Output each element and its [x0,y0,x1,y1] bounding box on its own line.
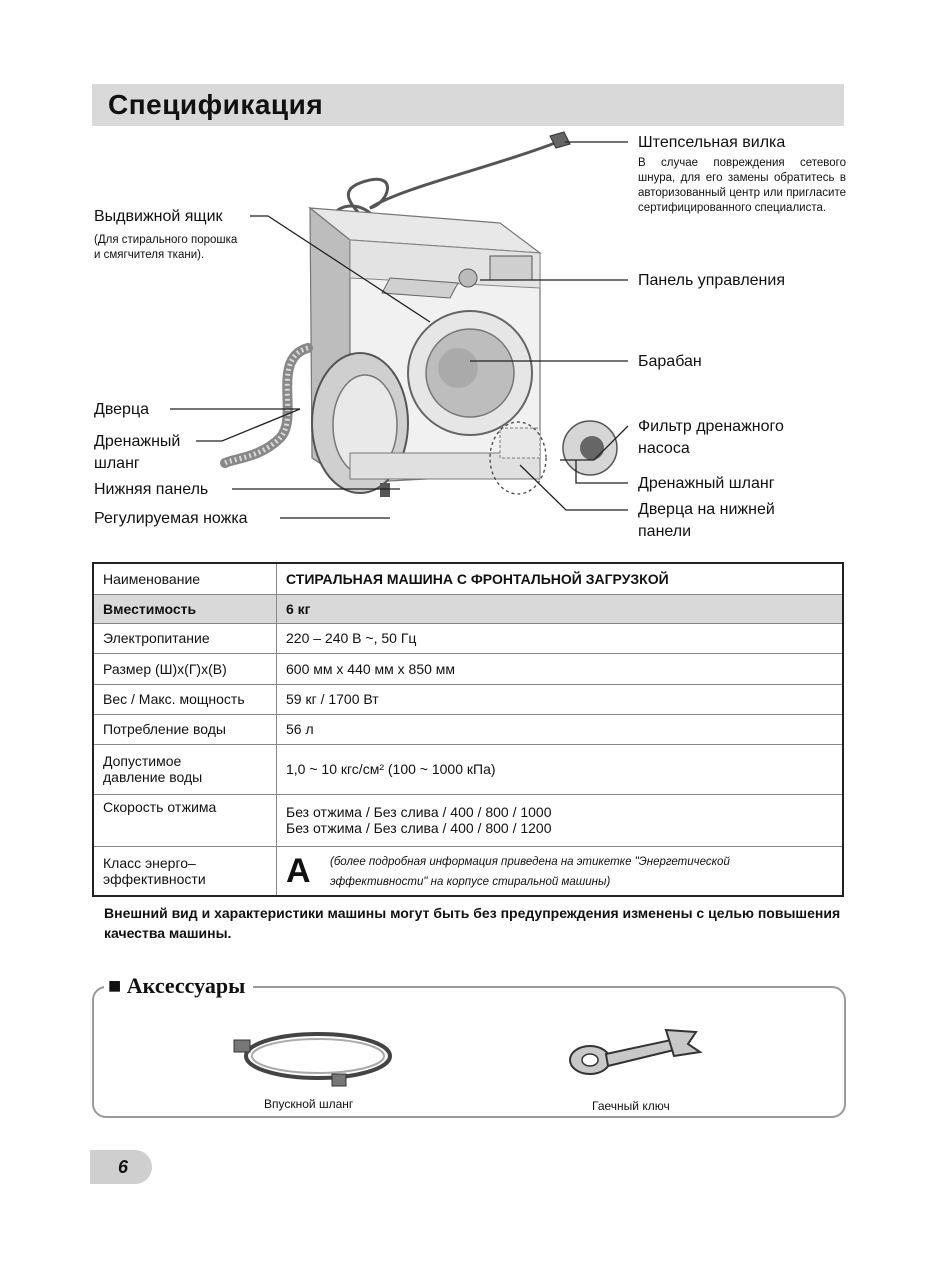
spec-table [92,562,844,897]
spec-key: Электропитание [93,623,277,653]
label-drum: Барабан [638,353,702,370]
label-drain-hose-1: Дренажный [94,433,181,450]
table-row [93,594,843,623]
spanner-icon [566,1022,706,1082]
spec-key: Скорость отжима [93,794,277,846]
table-row [93,623,843,653]
energy-class-note [330,851,730,891]
spec-key-line-1: Допустимое [103,753,182,769]
spec-value: 59 кг / 1700 Вт [277,684,844,714]
label-drain-hose-right: Дренажный шланг [638,475,775,492]
label-drawer: Выдвижной ящик [94,208,223,225]
spec-key: Наименование [93,563,277,594]
label-drain-hose-2: шланг [94,455,140,472]
page-number: 6 [118,1157,129,1177]
label-pump-filter-1: Фильтр дренажного [638,418,784,435]
label-lower-door-1: Дверца на нижней [638,501,775,518]
energy-note-line-2: эффективности" на корпусе стиральной машины) [330,875,611,888]
table-row [93,684,843,714]
spec-value-line-2: Без отжима / Без слива / 400 / 800 / 1200 [286,820,552,836]
label-adjustable-foot: Регулируемая ножка [94,510,248,527]
spec-value: СТИРАЛЬНАЯ МАШИНА С ФРОНТАЛЬНОЙ ЗАГРУЗКОЙ [277,563,844,594]
spec-key: Размер (Ш)x(Г)x(В) [93,653,277,684]
label-lower-door-2: панели [638,523,692,540]
spec-value [277,794,844,846]
accessory-label-inlet-hose: Впускной шланг [264,1097,354,1111]
spec-value: 600 мм x 440 мм x 850 мм [277,653,844,684]
spec-key-line-2: давление воды [103,769,203,785]
label-door: Дверца [94,401,150,418]
energy-class-cell [286,851,833,891]
spec-notice: Внешний вид и характеристики машины могут быть без предупреждения изменены с целью повышения качества машины. [104,905,841,941]
label-lower-panel: Нижняя панель [94,481,209,498]
spec-key-line-1: Класс энерго– [103,854,196,871]
energy-class-letter: A [286,851,311,890]
label-plug-note: В случае повреждения сетевого шнура, для его замены обратитесь в авторизованный центр или пригласите сертифицированного специалиста. [638,157,846,214]
spec-key [93,846,277,896]
spec-value [277,846,844,896]
accessory-label-spanner: Гаечный ключ [592,1099,670,1113]
square-bullet-icon: ■ [108,973,127,998]
spec-value: 1,0 ~ 10 кгс/см² (100 ~ 1000 кПа) [277,744,844,794]
table-row [93,714,843,744]
spec-key: Вес / Макс. мощность [93,684,277,714]
spec-key-line-2: эффективности [103,870,206,887]
spec-value-line-1: Без отжима / Без слива / 400 / 800 / 1000 [286,804,552,820]
table-row [93,653,843,684]
accessories-title: Аксессуары [126,973,246,998]
accessories-box [92,986,846,1118]
label-drawer-note-1: (Для стирального порошка [94,234,238,246]
leader-lines [0,0,930,560]
label-pump-filter-2: насоса [638,440,690,457]
table-row [93,563,843,594]
table-row [93,794,843,846]
inlet-hose-icon [228,1020,398,1092]
spec-value: 56 л [277,714,844,744]
spec-key: Потребление воды [93,714,277,744]
spec-value: 220 – 240 В ~, 50 Гц [277,623,844,653]
spec-key [93,744,277,794]
accessories-heading [104,972,253,1000]
page-title: Спецификация [108,89,324,120]
spec-key: Вместимость [93,594,277,623]
label-plug: Штепсельная вилка [638,134,786,151]
spec-value: 6 кг [277,594,844,623]
label-drawer-note-2: и смягчителя ткани). [94,249,205,261]
table-row [93,744,843,794]
energy-note-line-1: (более подробная информация приведена на этикетке "Энергетической [330,855,730,868]
table-row [93,846,843,896]
label-control-panel: Панель управления [638,272,785,289]
